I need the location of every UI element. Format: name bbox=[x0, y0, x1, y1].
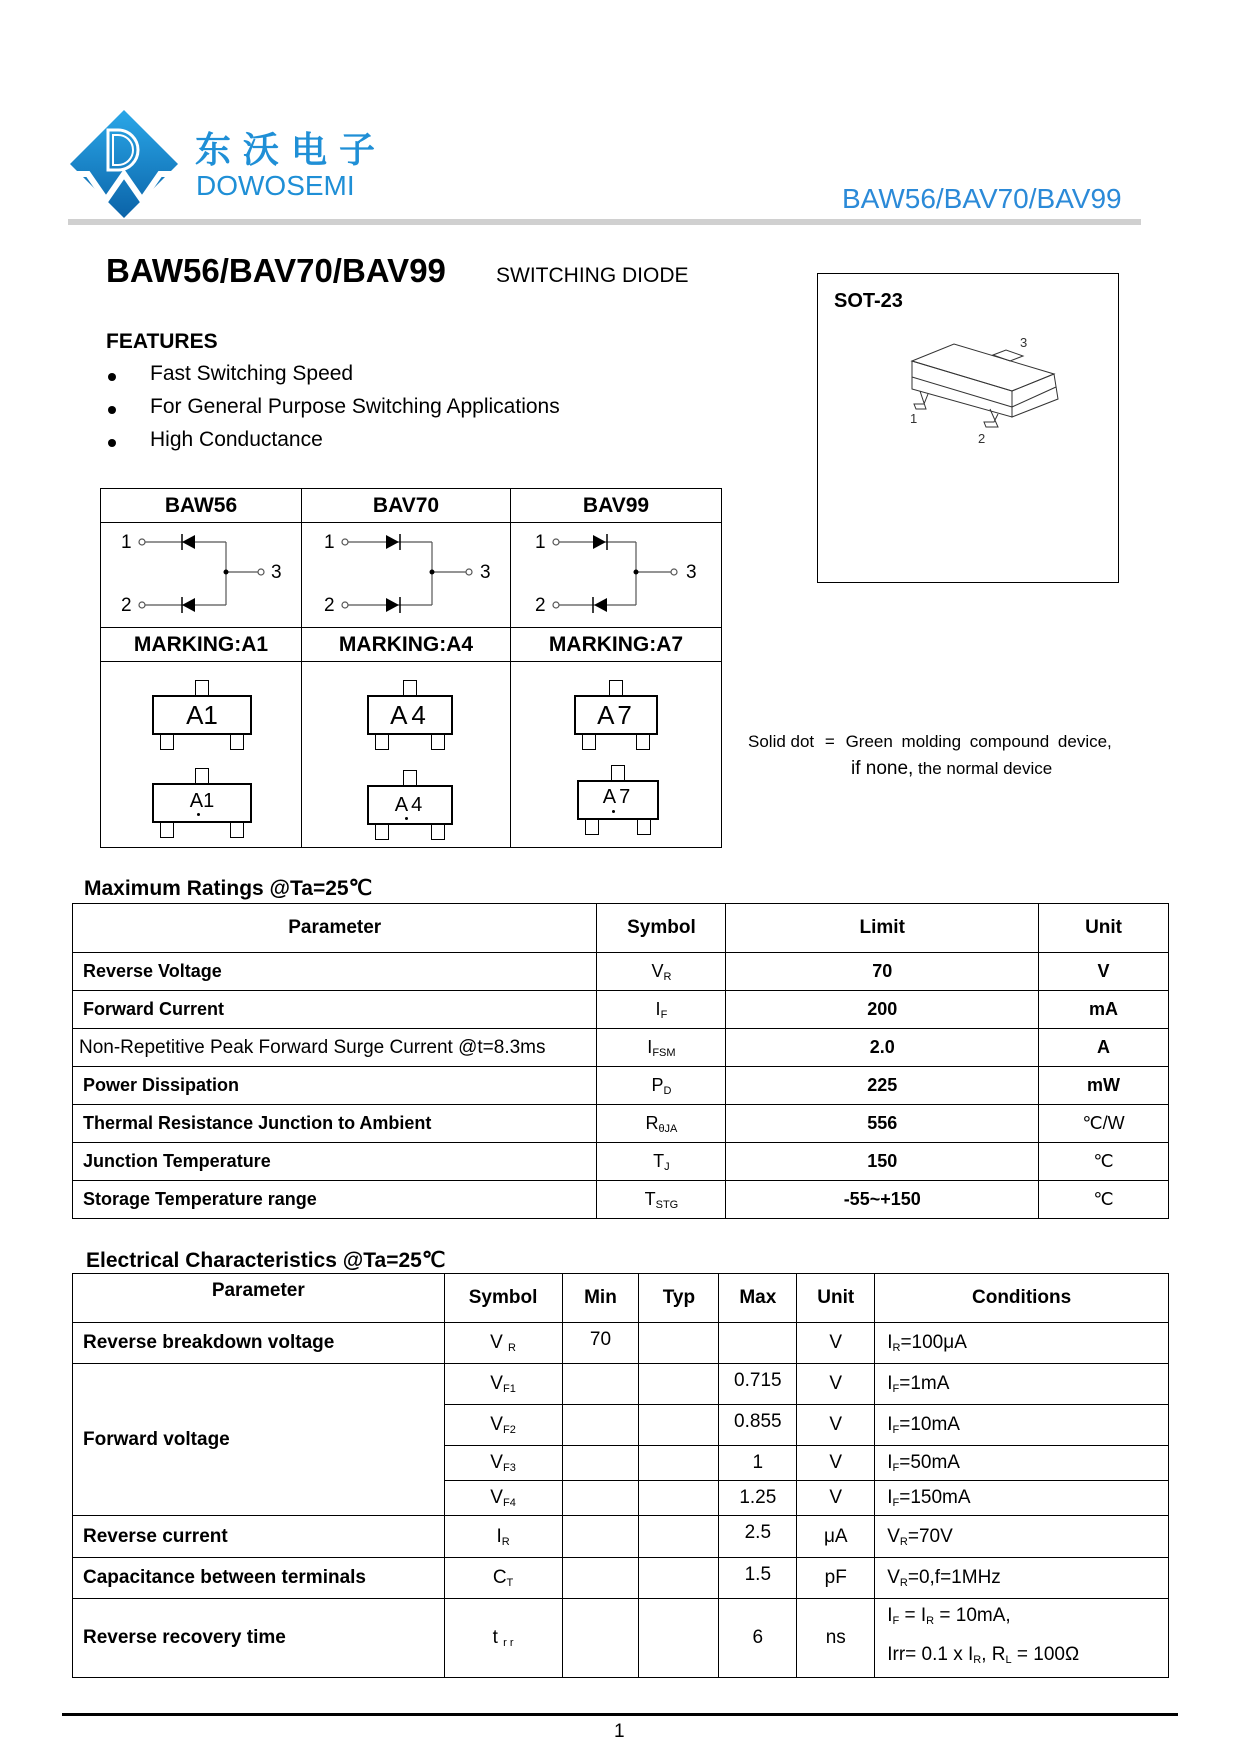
svg-text:2: 2 bbox=[324, 595, 335, 616]
header-divider bbox=[68, 219, 1141, 225]
svg-text:3: 3 bbox=[686, 562, 697, 583]
schematic-bav70 bbox=[302, 523, 511, 628]
page-title: BAW56/BAV70/BAV99 bbox=[106, 252, 446, 289]
max-ratings-heading: Maximum Ratings @Ta=25℃ bbox=[84, 877, 373, 900]
table-row: Reverse recovery time t $_{r r}$ 6 ns $I_F = I_R = 10mA$, Irr= 0.1 x $I_R$, $R_L = 100\Omega$ bbox=[73, 1599, 1169, 1678]
solid-dot-icon bbox=[405, 817, 408, 820]
marking-drawing-bav99 bbox=[511, 662, 722, 848]
table-row: Reverse current $I_R$ 2.5 μA $V_R=70V$ bbox=[73, 1516, 1169, 1558]
table-row: Thermal Resistance Junction to Ambient $R_{\theta JA}$ 556 ℃/W bbox=[73, 1105, 1169, 1143]
bullet-icon bbox=[108, 373, 116, 381]
marking-label-bav99: MARKING:A7 bbox=[511, 628, 722, 662]
marking-chip-normal: A7 bbox=[574, 680, 658, 750]
header-part-numbers: BAW56/BAV70/BAV99 bbox=[842, 183, 1122, 214]
bullet-icon bbox=[108, 406, 116, 414]
svg-text:3: 3 bbox=[271, 562, 282, 583]
marking-drawing-baw56 bbox=[101, 662, 302, 848]
svg-text:3: 3 bbox=[1020, 335, 1028, 350]
table-row: Reverse breakdown voltage V $_R$ 70 V $I_R=100\mu A$ bbox=[73, 1323, 1169, 1364]
table-row: $V_{F3}$ 1 V $I_F=50mA$ bbox=[73, 1446, 1169, 1481]
svg-text:1: 1 bbox=[324, 532, 335, 553]
schematic-baw56 bbox=[101, 523, 302, 628]
table-header-row: Parameter Symbol Limit Unit bbox=[73, 904, 1169, 953]
marking-chip-green: A4 bbox=[367, 770, 453, 840]
package-label: SOT-23 bbox=[834, 290, 903, 312]
pinout-header-bav99: BAV99 bbox=[511, 489, 722, 523]
svg-text:1: 1 bbox=[535, 532, 546, 553]
footer-divider bbox=[62, 1713, 1178, 1716]
logo-chinese-name: 东沃电子 bbox=[195, 129, 388, 171]
marking-drawing-bav70 bbox=[302, 662, 511, 848]
solid-dot-icon bbox=[612, 810, 615, 813]
svg-text:2: 2 bbox=[978, 431, 986, 446]
table-row: $V_{F2}$ 0.855 V $I_F=10mA$ bbox=[73, 1405, 1169, 1446]
table-row: $V_{F4}$ 1.25 V $I_F=150mA$ bbox=[73, 1481, 1169, 1516]
pinout-header-baw56: BAW56 bbox=[101, 489, 302, 523]
page-subtitle: SWITCHING DIODE bbox=[496, 264, 689, 287]
svg-text:2: 2 bbox=[121, 595, 132, 616]
package-box bbox=[817, 273, 1119, 583]
sot23-package-drawing-icon bbox=[898, 319, 1078, 449]
svg-text:1: 1 bbox=[121, 532, 132, 553]
marking-chip-normal: A4 bbox=[367, 680, 453, 750]
diode-schematic-common-cathode-icon bbox=[302, 523, 510, 622]
dowo-logo-icon bbox=[68, 108, 180, 220]
schematic-bav99 bbox=[511, 523, 722, 628]
table-row: Forward voltage $V_{F1}$ 0.715 V $I_F=1mA$ bbox=[73, 1364, 1169, 1405]
marking-chip-green: A7 bbox=[577, 765, 659, 835]
table-row: Storage Temperature range $T_{STG}$ -55~+150 ℃ bbox=[73, 1181, 1169, 1219]
svg-text:3: 3 bbox=[480, 562, 491, 583]
marking-chip-green: A1 bbox=[152, 768, 252, 838]
table-header-row: Parameter Symbol Min Typ Max Unit Conditions bbox=[73, 1274, 1169, 1323]
logo-english-name: DOWOSEMI bbox=[196, 170, 355, 201]
marking-note: Solid dot = Green molding compound device, if none, the normal device bbox=[748, 732, 1112, 779]
svg-text:2: 2 bbox=[535, 595, 546, 616]
table-row: Junction Temperature $T_J$ 150 ℃ bbox=[73, 1143, 1169, 1181]
max-ratings-table bbox=[72, 903, 1169, 1219]
pinout-header-bav70: BAV70 bbox=[302, 489, 511, 523]
marking-chip-normal: A1 bbox=[152, 680, 252, 750]
elec-char-table bbox=[72, 1273, 1169, 1678]
page-number: 1 bbox=[614, 1721, 625, 1742]
marking-label-bav70: MARKING:A4 bbox=[302, 628, 511, 662]
company-logo bbox=[68, 108, 180, 220]
svg-text:1: 1 bbox=[910, 411, 918, 426]
table-row: Capacitance between terminals $C_T$ 1.5 pF $V_R=0,f=1MHz$ bbox=[73, 1558, 1169, 1599]
elec-char-heading: Electrical Characteristics @Ta=25℃ bbox=[86, 1249, 446, 1272]
solid-dot-icon bbox=[197, 813, 200, 816]
pinout-table bbox=[100, 488, 722, 848]
table-row: Non-Repetitive Peak Forward Surge Current @t=8.3ms $I_{FSM}$ 2.0 A bbox=[73, 1029, 1169, 1067]
diode-schematic-series-icon bbox=[511, 523, 721, 622]
features-heading: FEATURES bbox=[106, 330, 218, 353]
table-row: Power Dissipation $P_D$ 225 mW bbox=[73, 1067, 1169, 1105]
diode-schematic-common-anode-icon bbox=[101, 523, 301, 622]
marking-label-baw56: MARKING:A1 bbox=[101, 628, 302, 662]
table-row: Forward Current $I_F$ 200 mA bbox=[73, 991, 1169, 1029]
table-row: Reverse Voltage $V_R$ 70 V bbox=[73, 953, 1169, 991]
bullet-icon bbox=[108, 439, 116, 447]
